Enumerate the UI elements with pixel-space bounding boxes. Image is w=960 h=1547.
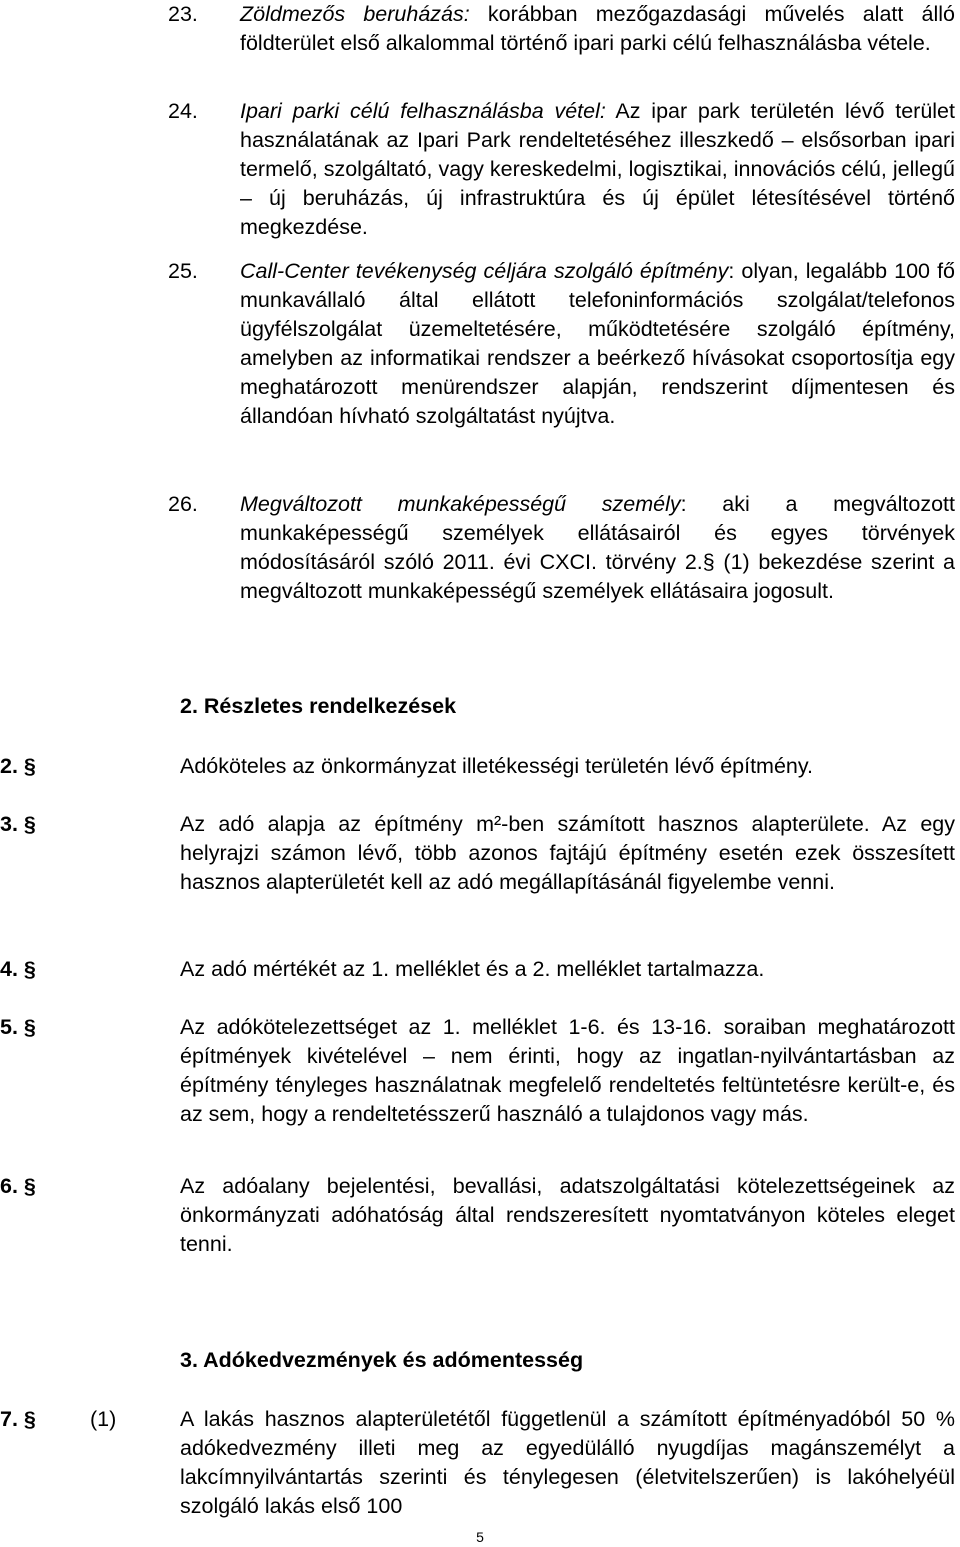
definition-text: : aki a megváltozott munkaképességű személyek ellátásairól és egyes törvények módosításáról szóló 2011. évi CXCI. törvény 2.§ (1) bekezdése szerint a megváltozott munkaképességű személyek ellátásaira jogosult.	[240, 492, 955, 603]
paragraph-number: 6. §	[0, 1174, 36, 1198]
definition-body	[240, 97, 955, 242]
paragraph-number: 4. §	[0, 957, 36, 981]
definition-number: 25.	[168, 259, 198, 283]
paragraph-number: 2. §	[0, 754, 36, 778]
paragraph-number: 5. §	[0, 1015, 36, 1039]
definition-body	[240, 490, 955, 606]
definition-body	[240, 257, 955, 431]
page-number: 5	[476, 1529, 484, 1545]
definition-number: 24.	[168, 99, 198, 123]
paragraph-text: Az adó mértékét az 1. melléklet és a 2. melléklet tartalmazza.	[180, 957, 765, 981]
paragraph-text: A lakás hasznos alapterületétől függetlenül a számított építményadóból 50 % adókedvezmény illeti meg az egyedülálló nyugdíjas magánszemélyt a lakcímnyilvántartás szerinti és ténylegesen (életvitelszerűen) is lakóhelyéül szolgáló lakás első 100	[180, 1407, 955, 1518]
paragraph-text: Az adó alapja az építmény m²-ben számított hasznos alapterülete. Az egy helyrajzi számon lévő, több azonos fajtájú építmény esetén ezek összesített hasznos alapterületét kell az adó megállapításánál figyelembe venni.	[180, 812, 955, 894]
definition-number: 26.	[168, 492, 198, 516]
paragraph-text: Adóköteles az önkormányzat illetékességi területén lévő építmény.	[180, 754, 814, 778]
definition-text: : olyan, legalább 100 fő munkavállaló által ellátott telefoninformációs szolgálat/telefonos ügyfélszolgálat üzemeltetésére, működtetésére szolgáló építmény, amelyben az informatikai rendszer a beérkező hívásokat csoportosítja egy meghatározott menürendszer alapján, rendszerint díjmentesen és állandóan hívható szolgáltatást nyújtva.	[240, 259, 955, 428]
paragraph-number: 7. §	[0, 1407, 36, 1431]
definition-term: Megváltozott munkaképességű személy	[240, 492, 681, 516]
paragraph-text: Az adókötelezettséget az 1. melléklet 1-6. és 13-16. soraiban meghatározott építmények kivételével – nem érinti, hogy az ingatlan-nyilvántartásban az építmény tényleges használatnak megfelelő rendeltetés feltüntetésre került-e, és az sem, hogy a rendeltetésszerű használó a tulajdonos vagy más.	[180, 1015, 955, 1126]
definition-text: Az ipar park területén lévő terület használatának az Ipari Park rendeltetéséhez illeszkedő – elsősorban ipari termelő, szolgáltató, vagy kereskedelmi, logisztikai, innovációs célú, jellegű – új beruházás, új infrastruktúra és új épület létesítésével történő megkezdése.	[240, 99, 955, 239]
paragraph-text: Az adóalany bejelentési, bevallási, adatszolgáltatási kötelezettségeinek az önkormányzati adóhatóság által rendszeresített nyomtatványon köteles eleget tenni.	[180, 1174, 955, 1256]
section-heading: 3. Adókedvezmények és adómentesség	[180, 1348, 584, 1372]
definition-text: korábban mezőgazdasági művelés alatt álló földterület első alkalommal történő ipari parki célú felhasználásba vétele.	[240, 2, 955, 55]
section-heading: 2. Részletes rendelkezések	[180, 694, 457, 718]
definition-term: Zöldmezős beruházás:	[240, 2, 470, 26]
subsection-number: (1)	[90, 1407, 117, 1431]
definition-number: 23.	[168, 2, 198, 26]
paragraph-number: 3. §	[0, 812, 36, 836]
definition-term: Call-Center tevékenység céljára szolgáló építmény	[240, 259, 729, 283]
definition-term: Ipari parki célú felhasználásba vétel:	[240, 99, 606, 123]
definition-body	[240, 0, 955, 58]
